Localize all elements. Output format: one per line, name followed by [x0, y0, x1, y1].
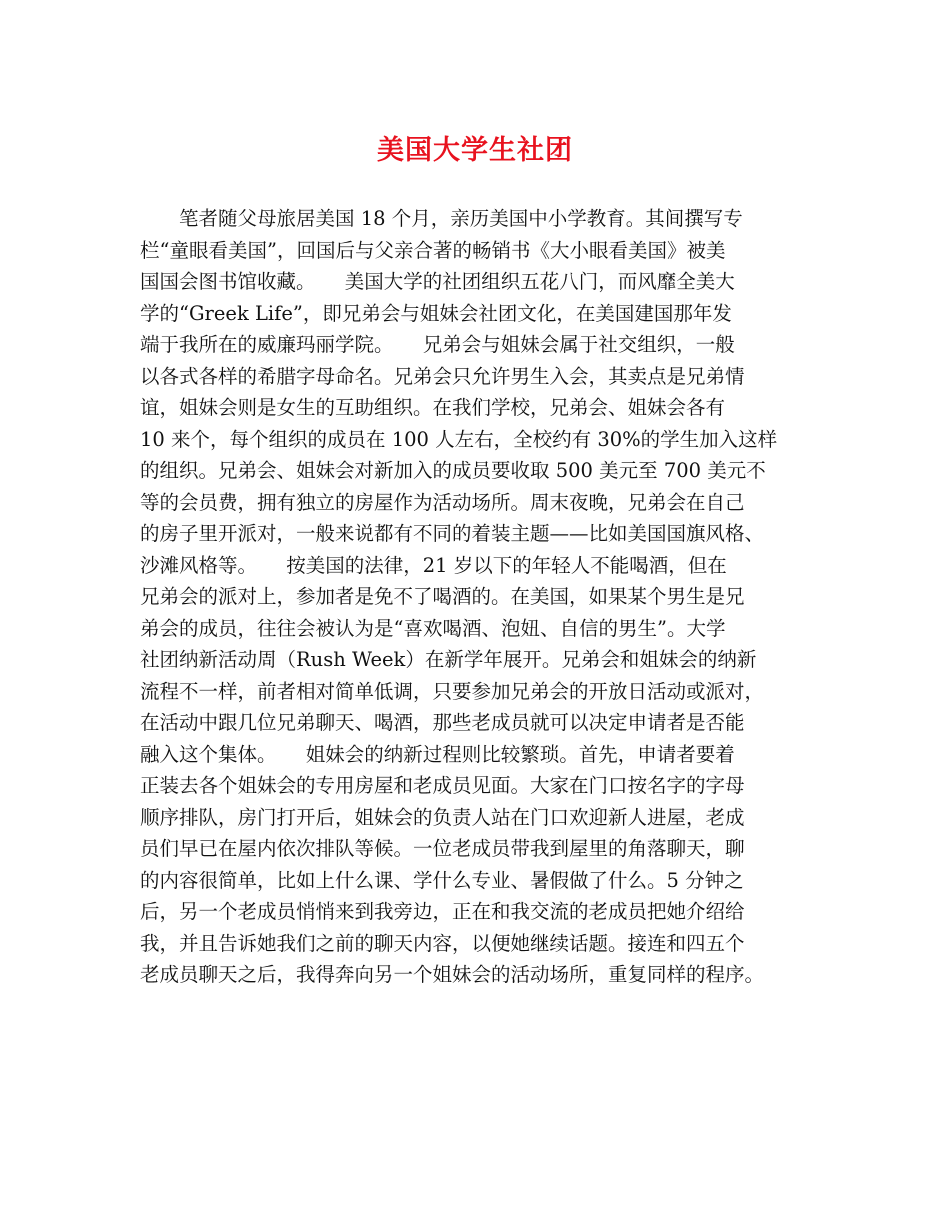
text-line: 笔者随父母旅居美国 18 个月，亲历美国中小学教育。其间撰写专	[140, 207, 743, 230]
text-line: 顺序排队，房门打开后，姐妹会的负责人站在门口欢迎新人进屋，老成	[140, 805, 745, 829]
text-line: 国国会图书馆收藏。 美国大学的社团组织五花八门，而风靡全美大	[140, 270, 735, 293]
document-body	[140, 203, 830, 991]
text-line: 兄弟会的派对上，参加者是免不了喝酒的。在美国，如果某个男生是兄	[140, 585, 745, 608]
text-line: 老成员聊天之后，我得奔向另一个姐妹会的活动场所，重复同样的程序。	[140, 963, 765, 986]
text-line: 我，并且告诉她我们之前的聊天内容，以便她继续话题。接连和四五个	[140, 931, 745, 955]
text-line: 等的会员费，拥有独立的房屋作为活动场所。周末夜晚，兄弟会在自己	[140, 490, 745, 514]
text-line: 沙滩风格等。 按美国的法律，21 岁以下的年轻人不能喝酒，但在	[140, 553, 727, 577]
text-line: 社团纳新活动周（Rush Week）在新学年展开。兄弟会和姐妹会的纳新	[140, 648, 757, 671]
text-line: 10 来个，每个组织的成员在 100 人左右，全校约有 30%的学生加入这样	[140, 427, 778, 451]
text-line: 学的“Greek Life”，即兄弟会与姐妹会社团文化，在美国建国那年发	[140, 301, 732, 325]
text-line: 的组织。兄弟会、姐妹会对新加入的成员要收取 500 美元至 700 美元不	[140, 459, 766, 482]
text-line: 在活动中跟几位兄弟聊天、喝酒，那些老成员就可以决定申请者是否能	[140, 711, 745, 734]
text-line: 的内容很简单，比如上什么课、学什么专业、暑假做了什么。5 分钟之	[140, 868, 744, 892]
text-line: 的房子里开派对，一般来说都有不同的着装主题——比如美国国旗风格、	[140, 522, 765, 545]
text-line: 端于我所在的威廉玛丽学院。 兄弟会与姐妹会属于社交组织，一般	[140, 333, 735, 356]
text-line: 流程不一样，前者相对简单低调，只要参加兄弟会的开放日活动或派对，	[140, 679, 765, 703]
text-line: 栏“童眼看美国”，回国后与父亲合著的畅销书《大小眼看美国》被美	[140, 238, 726, 262]
document-title: 美国大学生社团	[377, 135, 573, 166]
text-line: 融入这个集体。 姐妹会的纳新过程则比较繁琐。首先，申请者要着	[140, 742, 735, 766]
text-line: 以各式各样的希腊字母命名。兄弟会只允许男生入会，其卖点是兄弟情	[140, 364, 745, 388]
text-line: 正装去各个姐妹会的专用房屋和老成员见面。大家在门口按名字的字母	[140, 774, 745, 797]
text-line: 后，另一个老成员悄悄来到我旁边，正在和我交流的老成员把她介绍给	[140, 900, 745, 923]
text-line: 谊，姐妹会则是女生的互助组织。在我们学校，兄弟会、姐妹会各有	[140, 396, 726, 419]
text-line: 员们早已在屋内依次排队等候。一位老成员带我到屋里的角落聊天，聊	[140, 837, 745, 860]
text-line: 弟会的成员，往往会被认为是“喜欢喝酒、泡妞、自信的男生”。大学	[140, 616, 726, 640]
